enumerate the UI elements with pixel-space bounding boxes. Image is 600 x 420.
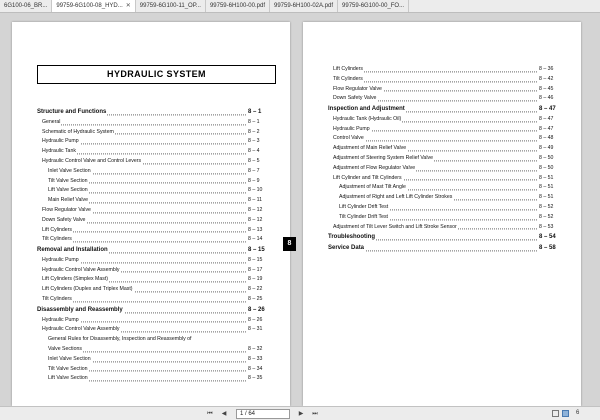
toc-label: Service Data xyxy=(328,244,365,254)
toc-label: Control Valve xyxy=(333,134,365,144)
toc-label: Adjustment of Right and Left Lift Cylinder Strokes xyxy=(339,193,453,203)
tab-1[interactable] xyxy=(52,0,135,13)
tab-5[interactable] xyxy=(338,0,409,13)
toc-label: Tilt Cylinders xyxy=(333,75,364,85)
toc-page-number: 8 – 25 xyxy=(248,296,263,303)
tab-4[interactable] xyxy=(270,0,338,13)
toc-label: Flow Regulator Valve xyxy=(42,206,92,216)
toc-page-number: 8 – 14 xyxy=(248,236,263,243)
toc-label: General xyxy=(42,118,61,128)
toc-page-number: 8 – 50 xyxy=(539,155,554,162)
toc-page-number: 8 – 1 xyxy=(248,118,260,125)
toc-page-number: 8 – 42 xyxy=(539,75,554,82)
toc-page-number: 8 – 15 xyxy=(248,256,263,263)
toc-right xyxy=(303,65,581,254)
toc-page-number: 8 – 51 xyxy=(539,194,554,201)
toc-label: Main Relief Valve xyxy=(48,196,89,206)
tab-0[interactable] xyxy=(0,0,52,13)
toc-page-number: 8 – 51 xyxy=(539,174,554,181)
toc-label: General Rules for Disassembly, Inspection and Reassembly of xyxy=(48,335,193,345)
toc-label: Structure and Functions xyxy=(37,108,107,118)
toc-label: Tilt Cylinders xyxy=(42,235,73,245)
toc-label: Hydraulic Pump xyxy=(333,125,371,135)
toc-page-number: 8 – 32 xyxy=(248,345,263,352)
toc-label: Adjustment of Mast Tilt Angle xyxy=(339,183,407,193)
toc-page-number: 8 – 4 xyxy=(248,148,260,155)
toc-label: Lift Cylinder Drift Test xyxy=(339,203,389,213)
toc-page-number: 8 – 51 xyxy=(539,184,554,191)
toc-page-number: 8 – 2 xyxy=(248,128,260,135)
tab-label: 99759-6H100-02A.pdf xyxy=(273,3,334,9)
tab-2[interactable] xyxy=(136,0,206,13)
toc-label: Inlet Valve Section xyxy=(48,167,92,177)
toc-page-number: 8 – 46 xyxy=(539,95,554,102)
toc-page-number: 8 – 11 xyxy=(248,197,263,204)
toc-label: Schematic of Hydraulic System xyxy=(42,128,115,138)
tab-3[interactable] xyxy=(206,0,270,13)
toc-label: Lift Cylinders (Duplex and Triplex Mast) xyxy=(42,285,134,295)
toc-label: Hydraulic Pump xyxy=(42,137,80,147)
toc-label: Inlet Valve Section xyxy=(48,355,92,365)
toc-page-number: 8 – 52 xyxy=(539,213,554,220)
toc-page-number: 8 – 22 xyxy=(248,286,263,293)
toc-label: Valve Sections xyxy=(48,345,83,355)
first-page-icon[interactable]: ⏮ xyxy=(207,411,213,417)
toc-label: Down Safety Valve xyxy=(42,216,86,226)
toc-page-number: 8 – 17 xyxy=(248,266,263,273)
toc-page-number: 8 – 31 xyxy=(248,326,263,333)
toc-label: Hydraulic Tank (Hydraulic Oil) xyxy=(333,115,402,125)
prev-page-icon[interactable]: ◀ xyxy=(221,411,227,417)
toc-label: Tilt Cylinders xyxy=(42,295,73,305)
toc-page-number: 8 – 36 xyxy=(539,66,554,72)
two-page-view-icon[interactable] xyxy=(562,410,569,417)
toc-page-number: 8 – 47 xyxy=(539,115,554,122)
section-marker: 8 xyxy=(283,237,296,251)
toc-entry[interactable] xyxy=(12,374,290,384)
toc-label: Hydraulic Control Valve Assembly xyxy=(42,325,120,335)
next-page-icon[interactable]: ▶ xyxy=(298,411,304,417)
toc-label: Lift Cylinders (Simplex Mast) xyxy=(42,275,109,285)
dot-leader xyxy=(42,115,246,125)
tab-label: 6G100-06_BR... xyxy=(4,3,48,9)
toc-page-number: 8 – 58 xyxy=(539,245,556,252)
tab-label: 99759-6G100-00_FO... xyxy=(342,3,405,9)
toc-left xyxy=(12,108,290,384)
toc-label: Tilt Valve Section xyxy=(48,365,89,375)
zoom-level[interactable]: 6 xyxy=(576,410,580,416)
toc-page-number: 8 – 1 xyxy=(248,109,262,115)
toc-page-number: 8 – 5 xyxy=(248,157,260,164)
single-page-view-icon[interactable] xyxy=(552,410,559,417)
page-number-input[interactable]: 1 / 64 xyxy=(236,409,290,419)
toc-page-number: 8 – 47 xyxy=(539,125,554,132)
toc-page-number: 8 – 15 xyxy=(248,247,265,254)
toc-label: Disassembly and Reassembly xyxy=(37,306,124,316)
toc-page-number: 8 – 13 xyxy=(248,226,263,233)
toc-page-number: 8 – 3 xyxy=(248,138,260,145)
toc-page-number: 8 – 26 xyxy=(248,316,263,323)
tab-label: 99759-6G100-11_OP... xyxy=(139,3,201,9)
toc-label: Adjustment of Steering System Relief Valve xyxy=(333,154,434,164)
toc-section-heading[interactable] xyxy=(303,244,581,254)
tab-label: 99759-6G100-08_HYD... xyxy=(56,3,123,9)
toc-page-number: 8 – 48 xyxy=(539,135,554,142)
toc-label: Lift Valve Section xyxy=(48,186,89,196)
document-title: HYDRAULIC SYSTEM xyxy=(37,65,276,84)
toc-label: Removal and Installation xyxy=(37,246,109,256)
toc-page-number: 8 – 34 xyxy=(248,365,263,372)
toc-page-number: 8 – 26 xyxy=(248,306,265,313)
toc-page-number: 8 – 45 xyxy=(539,85,554,92)
toc-entry[interactable] xyxy=(12,325,290,335)
toc-label: Adjustment of Flow Regulator Valve xyxy=(333,164,416,174)
toc-label: Adjustment of Main Relief Valve xyxy=(333,144,407,154)
toc-label: Hydraulic Pump xyxy=(42,316,80,326)
toc-page-number: 8 – 12 xyxy=(248,216,263,223)
toc-page-number: 8 – 35 xyxy=(248,375,263,382)
toc-label: Lift Cylinders xyxy=(333,65,364,75)
tab-label: 99759-6H100-00.pdf xyxy=(209,3,265,9)
toc-label: Adjustment of Tilt Lever Switch and Lift Stroke Sensor xyxy=(333,223,458,233)
toc-label: Down Safety Valve xyxy=(333,94,377,104)
toc-label: Tilt Cylinder Drift Test xyxy=(339,213,389,223)
toc-page-number: 8 – 19 xyxy=(248,276,263,283)
bottom-toolbar xyxy=(0,406,600,420)
toc-label: Flow Regulator Valve xyxy=(333,85,383,95)
toc-label: Lift Cylinders xyxy=(42,226,73,236)
toc-page-number: 8 – 7 xyxy=(248,167,260,174)
toc-label: Tilt Valve Section xyxy=(48,177,89,187)
toc-page-number: 8 – 52 xyxy=(539,204,554,211)
toc-page-number: 8 – 49 xyxy=(539,145,554,152)
toc-page-number: 8 – 54 xyxy=(539,234,556,241)
toc-label: Hydraulic Control Valve Assembly xyxy=(42,266,120,276)
toc-label: Hydraulic Tank xyxy=(42,147,77,157)
toc-label: Hydraulic Control Valve and Control Levers xyxy=(42,157,142,167)
toc-page-number: 8 – 33 xyxy=(248,355,263,362)
toc-label: Lift Cylinder and Tilt Cylinders xyxy=(333,174,403,184)
toc-label: Inspection and Adjustment xyxy=(328,105,406,115)
toc-page-number: 8 – 50 xyxy=(539,164,554,171)
toc-page-number: 8 – 9 xyxy=(248,177,260,184)
toc-page-number: 8 – 47 xyxy=(539,106,556,113)
pdf-page-right xyxy=(303,22,581,406)
toc-page-number: 8 – 10 xyxy=(248,187,263,194)
toc-label: Troubleshooting xyxy=(328,233,376,243)
tab-bar xyxy=(0,0,600,13)
last-page-icon[interactable]: ⏭ xyxy=(312,411,318,417)
pdf-page-left xyxy=(12,22,290,406)
close-icon[interactable]: ✕ xyxy=(125,3,131,9)
toc-page-number: 8 – 53 xyxy=(539,223,554,230)
toc-label: Hydraulic Pump xyxy=(42,256,80,266)
toc-page-number: 8 – 12 xyxy=(248,206,263,213)
toc-label: Lift Valve Section xyxy=(48,374,89,384)
document-viewer[interactable] xyxy=(0,14,600,406)
